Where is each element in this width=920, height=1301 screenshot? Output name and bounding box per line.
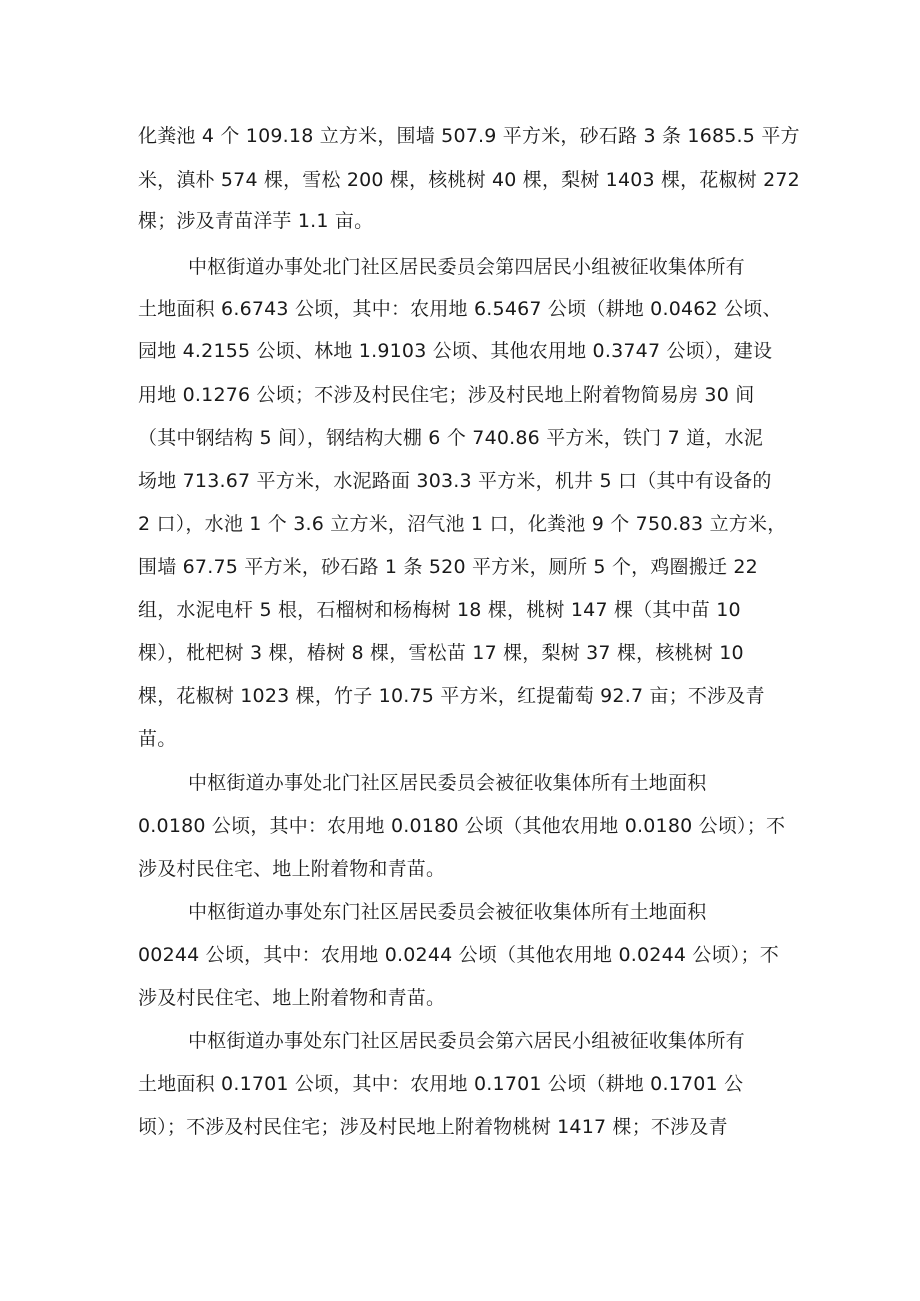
paragraph-start-line: 中枢街道办事处北门社区居民委员会被征收集体所有土地面积	[188, 772, 707, 794]
text-line: 土地面积 6.6743 公顷，其中：农用地 6.5467 公顷（耕地 0.0462 公顷、	[138, 298, 782, 320]
text-line: 顷）；不涉及村民住宅；涉及村民地上附着物桃树 1417 棵；不涉及青	[138, 1116, 728, 1138]
text-line: 园地 4.2155 公顷、林地 1.9103 公顷、其他农用地 0.3747 公顷），建设	[138, 340, 773, 362]
text-line: 涉及村民住宅、地上附着物和青苗。	[138, 987, 446, 1009]
text-line: 棵，花椒树 1023 棵，竹子 10.75 平方米，红提葡萄 92.7 亩；不涉及青	[138, 685, 765, 707]
text-line: 涉及村民住宅、地上附着物和青苗。	[138, 858, 446, 880]
text-line: 化粪池 4 个 109.18 立方米，围墙 507.9 平方米，砂石路 3 条 1685.5 平方	[138, 125, 800, 147]
text-line: 围墙 67.75 平方米，砂石路 1 条 520 平方米，厕所 5 个，鸡圈搬迁 22	[138, 556, 758, 578]
paragraph-start-line: 中枢街道办事处东门社区居民委员会第六居民小组被征收集体所有	[188, 1030, 745, 1052]
text-line: 土地面积 0.1701 公顷，其中：农用地 0.1701 公顷（耕地 0.1701 公	[138, 1073, 744, 1095]
text-line: 场地 713.67 平方米，水泥路面 303.3 平方米，机井 5 口（其中有设备的	[138, 470, 772, 492]
text-line: 00244 公顷，其中：农用地 0.0244 公顷（其他农用地 0.0244 公顷）；不	[138, 944, 779, 966]
text-line: （其中钢结构 5 间），钢结构大棚 6 个 740.86 平方米，铁门 7 道，水泥	[138, 427, 763, 449]
text-line: 组，水泥电杆 5 根，石榴树和杨梅树 18 棵，桃树 147 棵（其中苗 10	[138, 599, 741, 621]
text-line: 用地 0.1276 公顷；不涉及村民住宅；涉及村民地上附着物简易房 30 间	[138, 384, 755, 406]
text-line: 0.0180 公顷，其中：农用地 0.0180 公顷（其他农用地 0.0180 公顷）；不	[138, 815, 786, 837]
text-line: 棵；涉及青苗洋芋 1.1 亩。	[138, 210, 374, 232]
text-line: 苗。	[138, 728, 177, 750]
paragraph-start-line: 中枢街道办事处东门社区居民委员会被征收集体所有土地面积	[188, 901, 707, 923]
paragraph-start-line: 中枢街道办事处北门社区居民委员会第四居民小组被征收集体所有	[188, 256, 745, 278]
text-line: 2 口），水池 1 个 3.6 立方米，沼气池 1 口，化粪池 9 个 750.83 立方米，	[138, 513, 787, 535]
text-line: 棵），枇杷树 3 棵，椿树 8 棵，雪松苗 17 棵，梨树 37 棵，核桃树 10	[138, 642, 744, 664]
text-line: 米，滇朴 574 棵，雪松 200 棵，核桃树 40 棵，梨树 1403 棵，花椒树 272	[138, 169, 800, 191]
